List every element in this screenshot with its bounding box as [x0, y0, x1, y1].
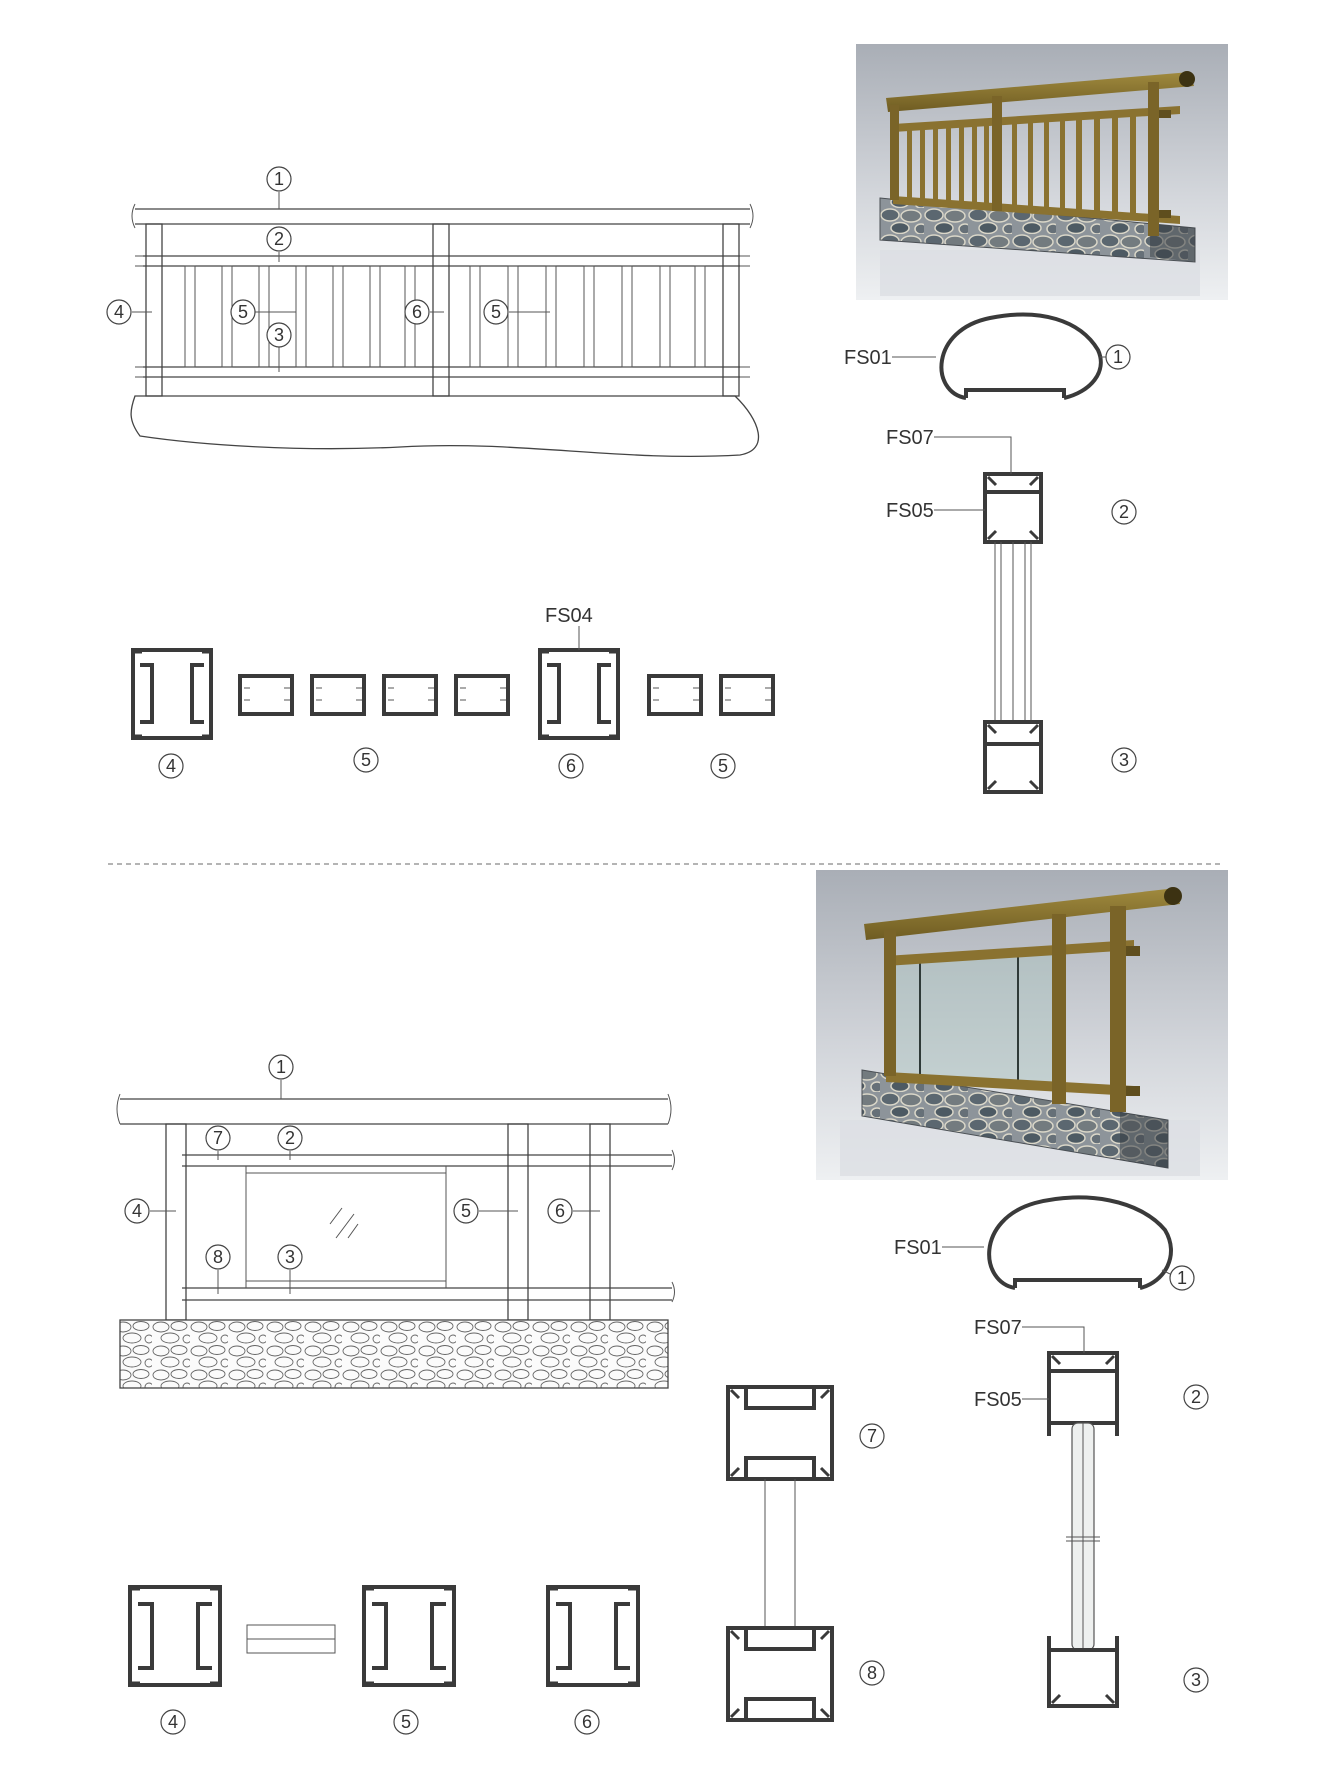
callout-2-section-top-label: 2 — [1118, 502, 1130, 522]
callout-6-plan-bottom-label: 6 — [581, 1712, 593, 1732]
bottom-plan-profiles — [130, 1587, 638, 1734]
callout-7-section-label: 7 — [866, 1426, 878, 1446]
callout-2-bottom-label: 2 — [284, 1128, 296, 1148]
top-railing-render — [856, 44, 1228, 300]
bottom-elevation-callouts — [125, 1055, 600, 1294]
callout-6-label: 6 — [411, 302, 423, 322]
code-fs07-top: FS07 — [886, 427, 934, 449]
fs01-handrail-profile-top — [844, 315, 1130, 398]
callout-1-bottom-label: 1 — [275, 1057, 287, 1077]
callout-3-bottom-label: 3 — [284, 1247, 296, 1267]
rails-7-8-section — [728, 1387, 884, 1720]
callout-7-bottom-label: 7 — [212, 1128, 224, 1148]
callout-2-label: 2 — [273, 229, 285, 249]
code-fs01-top: FS01 — [844, 347, 892, 369]
code-fs05-bottom: FS05 — [974, 1389, 1022, 1411]
callout-3-section-top-label: 3 — [1118, 750, 1130, 770]
bottom-elevation-drawing — [117, 1094, 675, 1388]
callout-5b-label: 5 — [490, 302, 502, 322]
top-plan-profiles — [133, 605, 773, 778]
top-elevation-drawing — [131, 204, 758, 456]
callout-4-bottom-label: 4 — [131, 1201, 143, 1221]
callout-6-plan-top-label: 6 — [565, 756, 577, 776]
callout-4-plan-bottom-label: 4 — [167, 1712, 179, 1732]
callout-1-fs01-bottom-label: 1 — [1176, 1268, 1188, 1288]
callout-5-plan-top-b-label: 5 — [717, 756, 729, 776]
code-fs01-bottom: FS01 — [894, 1237, 942, 1259]
callout-3-section-bottom-label: 3 — [1190, 1670, 1202, 1690]
callout-5-bottom-label: 5 — [460, 1201, 472, 1221]
bottom-glass-section — [974, 1317, 1208, 1706]
bottom-railing-render — [816, 870, 1228, 1180]
callout-8-bottom-label: 8 — [212, 1247, 224, 1267]
callout-2-section-bottom-label: 2 — [1190, 1387, 1202, 1407]
code-fs07-bottom: FS07 — [974, 1317, 1022, 1339]
callout-4-plan-top-label: 4 — [165, 756, 177, 776]
callout-8-section-label: 8 — [866, 1663, 878, 1683]
callout-5-plan-bottom-label: 5 — [400, 1712, 412, 1732]
fs01-handrail-profile-bottom — [894, 1197, 1194, 1290]
callout-3-label: 3 — [273, 325, 285, 345]
callout-4-label: 4 — [113, 302, 125, 322]
callout-6-bottom-label: 6 — [554, 1201, 566, 1221]
code-fs05-top: FS05 — [886, 500, 934, 522]
top-elevation-callouts — [107, 167, 550, 372]
callout-5a-label: 5 — [237, 302, 249, 322]
callout-1-label: 1 — [273, 169, 285, 189]
callout-1-fs01-top-label: 1 — [1112, 347, 1124, 367]
code-fs04: FS04 — [545, 605, 593, 627]
top-rail-section — [886, 427, 1136, 792]
callout-5-plan-top-a-label: 5 — [360, 750, 372, 770]
